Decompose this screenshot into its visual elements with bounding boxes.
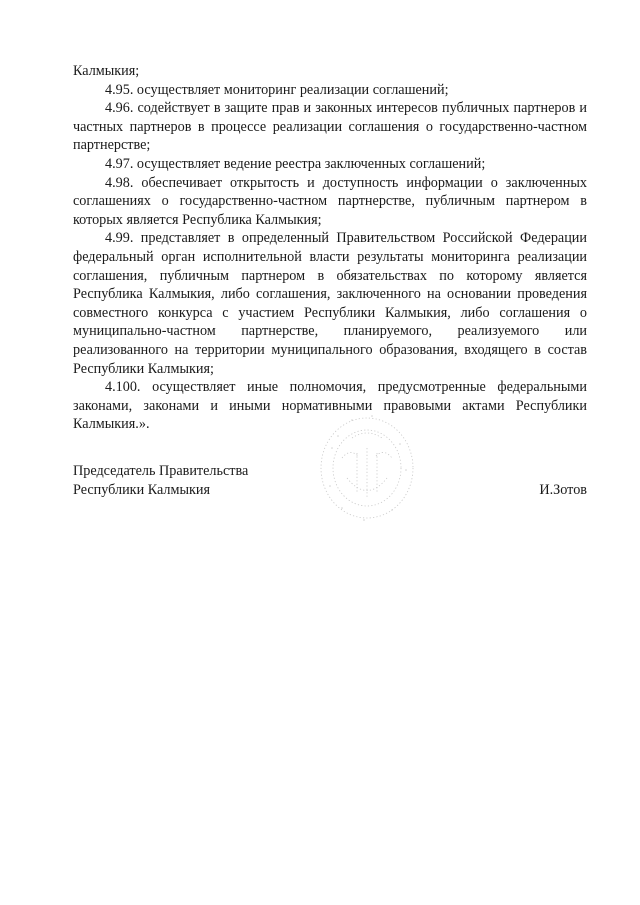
paragraph-4-96: 4.96. содействует в защите прав и законных интересов публичных партнеров и частных партнеров в процессе реализации соглашения о государственно-частном партнерстве; — [73, 100, 587, 154]
paragraph-4-100: 4.100. осуществляет иные полномочия, предусмотренные федеральными законами, законами и иными нормативными правовыми актами Республики Калмыкия.». — [73, 379, 587, 433]
signatory-name: И.Зотов — [539, 482, 587, 498]
signatory-title-line-2: Республики Калмыкия — [73, 482, 211, 498]
paragraph-4-95: 4.95. осуществляет мониторинг реализации соглашений; — [105, 81, 449, 98]
paragraph-continuation: Калмыкия; — [73, 63, 140, 79]
paragraph-4-97: 4.97. осуществляет ведение реестра заключенных соглашений; — [105, 155, 486, 172]
paragraph-4-99: 4.99. представляет в определенный Правительством Российской Федерации федеральный орган исполнительной власти результаты мониторинга реализации соглашения, публичным партнером в обязательствах по которому является Республика Калмыкия, либо соглашения, заключенного на основании проведения совместного конкурса с участием Республики Калмыкия, либо соглашения о муниципально-частном партнерстве, планируемого, реализуемого или реализованного на территории муниципального образования, входящего в состав Республики Калмыкия; — [73, 230, 587, 377]
signatory-title-line-1: Председатель Правительства — [73, 463, 249, 479]
paragraph-4-98: 4.98. обеспечивает открытость и доступность информации о заключенных соглашениях о государственно-частном партнерстве, публичным партнером в которых является Республика Калмыкия; — [73, 174, 587, 228]
signatory-title — [73, 462, 248, 500]
signature-block — [73, 462, 587, 522]
document-body — [73, 62, 587, 434]
